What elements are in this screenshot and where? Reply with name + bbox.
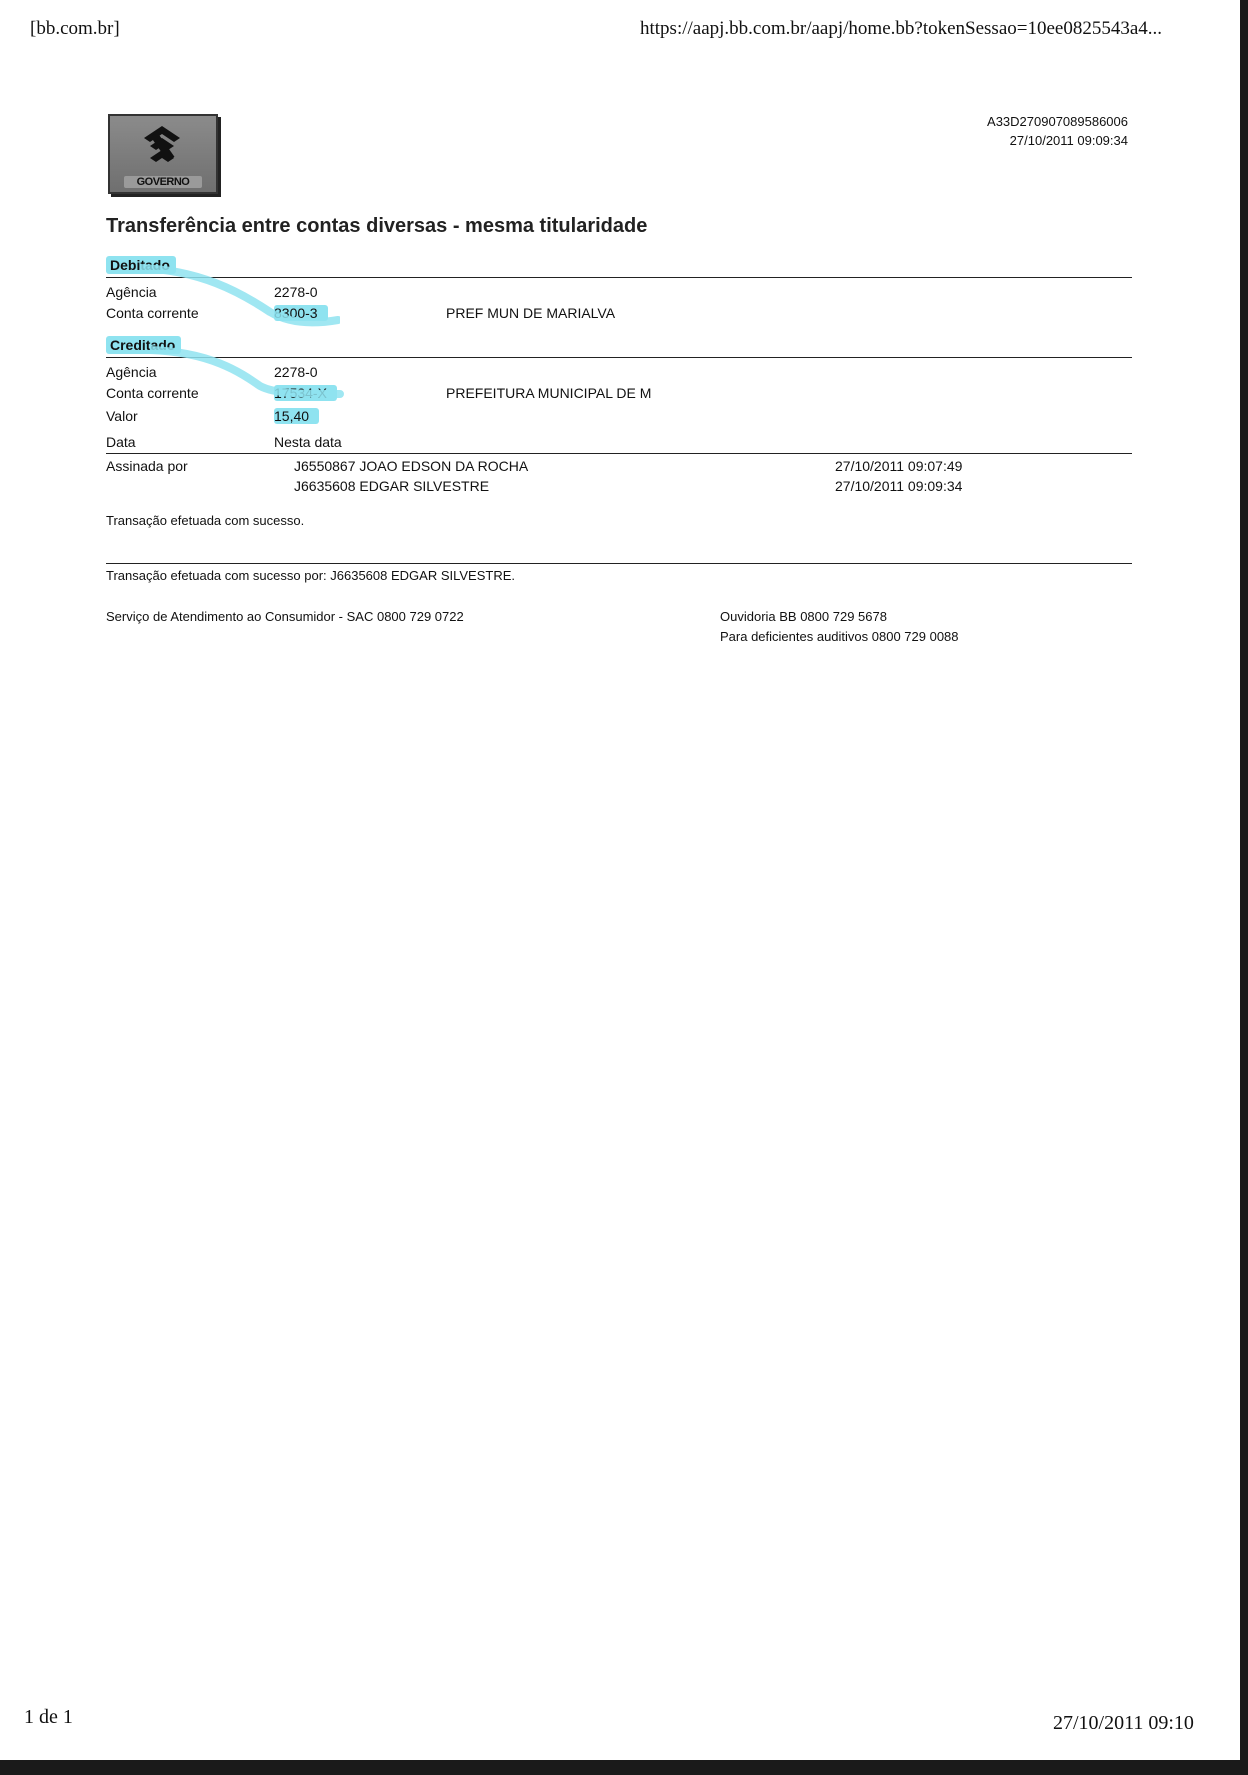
logo-text: GOVERNO — [124, 176, 202, 188]
print-footer-page: 1 de 1 — [24, 1706, 73, 1728]
section-creditado — [106, 337, 1132, 358]
debitado-conta-value — [274, 305, 328, 321]
valor-value — [274, 408, 319, 424]
divider-signatures — [106, 453, 1132, 454]
creditado-conta-highlight: 17534-X — [274, 385, 337, 401]
creditado-agencia-label: Agência — [106, 364, 157, 380]
section-debitado — [106, 257, 1132, 278]
data-label: Data — [106, 434, 136, 450]
page-title: Transferência entre contas diversas - mesma titularidade — [106, 215, 648, 237]
creditado-conta-label: Conta corrente — [106, 385, 199, 401]
assinada-label: Assinada por — [106, 458, 188, 474]
signer-2-name: J6635608 EDGAR SILVESTRE — [294, 478, 490, 494]
creditado-titular: PREFEITURA MUNICIPAL DE M — [446, 385, 652, 401]
valor-label: Valor — [106, 408, 138, 424]
status-text: Transação efetuada com sucesso. — [106, 513, 305, 528]
debitado-titular: PREF MUN DE MARIALVA — [446, 305, 616, 321]
debitado-agencia-label: Agência — [106, 284, 157, 300]
signer-2-time: 27/10/2011 09:09:34 — [835, 478, 963, 494]
auth-code: A33D270907089586006 — [987, 114, 1128, 129]
valor-highlight: 15,40 — [274, 408, 319, 424]
ouvidoria-contact: Ouvidoria BB 0800 729 5678 — [720, 609, 887, 624]
bank-logo — [108, 114, 218, 194]
print-header-site: [bb.com.br] — [30, 18, 120, 39]
debitado-conta-highlight: 8300-3 — [274, 305, 328, 321]
section-debitado-heading: Debitado — [106, 256, 176, 274]
signer-1-name: J6550867 JOAO EDSON DA ROCHA — [294, 458, 529, 474]
sac-contact: Serviço de Atendimento ao Consumidor - SAC 0800 729 0722 — [106, 609, 464, 624]
bb-logo-icon — [140, 124, 184, 164]
auth-datetime: 27/10/2011 09:09:34 — [1009, 133, 1128, 148]
print-footer-datetime: 27/10/2011 09:10 — [1053, 1712, 1194, 1734]
debitado-conta-label: Conta corrente — [106, 305, 199, 321]
creditado-agencia-value: 2278-0 — [274, 364, 318, 380]
creditado-conta-value — [274, 385, 337, 401]
status-by-text: Transação efetuada com sucesso por: J6635608 EDGAR SILVESTRE. — [106, 568, 515, 583]
divider-status — [106, 563, 1132, 564]
data-value: Nesta data — [274, 434, 342, 450]
auth-block — [987, 112, 1128, 150]
signer-1-time: 27/10/2011 09:07:49 — [835, 458, 963, 474]
debitado-agencia-value: 2278-0 — [274, 284, 318, 300]
deficientes-contact: Para deficientes auditivos 0800 729 0088 — [720, 629, 959, 644]
print-header-url: https://aapj.bb.com.br/aapj/home.bb?tokenSessao=10ee0825543a4... — [640, 18, 1163, 39]
section-creditado-heading: Creditado — [106, 336, 181, 354]
